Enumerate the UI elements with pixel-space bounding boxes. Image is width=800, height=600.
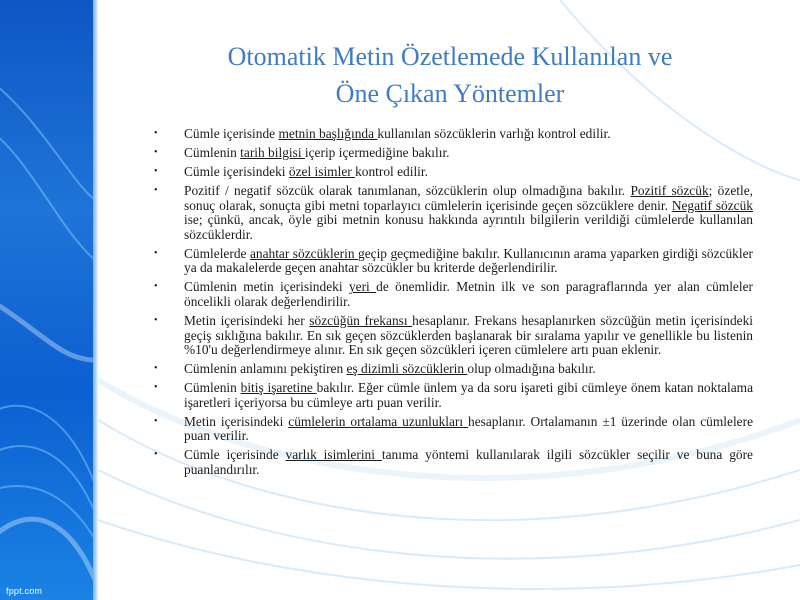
bullet-item bbox=[150, 146, 753, 161]
bullet-text: Cümle içerisinde bbox=[184, 447, 286, 463]
bullet-list bbox=[150, 127, 753, 482]
bullet-dot-icon: • bbox=[154, 449, 158, 461]
bullet-text: Cümle içerisinde bbox=[184, 126, 279, 141]
bullet-dot-icon: • bbox=[154, 128, 158, 139]
bullet-item bbox=[150, 448, 753, 477]
bullet-text: Cümlenin anlamını pekiştiren bbox=[184, 361, 347, 377]
bullet-text: Cümle içerisindeki bbox=[184, 164, 289, 180]
underlined-term: tarih bilgisi bbox=[240, 145, 305, 161]
bullet-dot-icon: • bbox=[154, 315, 158, 327]
bullet-text: ise; çünkü, ancak, öyle gibi metnin konusu hakkında ayrıntılı bilgilerin verildiği cümlelerde kullanılan sözcüklerdir. bbox=[184, 212, 753, 242]
bullet-item bbox=[150, 127, 753, 142]
bullet-item bbox=[150, 362, 753, 377]
bullet-text: geçip geçmediğine bakılır. Kullanıcının arama yaparken girdiği sözcükler ya da makalelerde geçen anahtar sözcükler bu kriterde değerlendirilir. bbox=[184, 245, 753, 276]
bullet-text: bakılır. Eğer cümle ünlem ya da soru işareti gibi cümleye önem katan noktalama işaretleri içeriyorsa bu cümleye artı puan verilir. bbox=[184, 380, 754, 410]
bullet-text: olup olmadığına bakılır. bbox=[467, 361, 596, 377]
band-swirl-graphic bbox=[0, 0, 93, 600]
bullet-dot-icon: • bbox=[154, 281, 158, 293]
underlined-term: eş dizimli sözcüklerin bbox=[346, 361, 468, 377]
bullet-text: içerip içermediğine bakılır. bbox=[304, 145, 450, 161]
title-line-2: Öne Çıkan Yöntemler bbox=[335, 79, 565, 108]
bullet-dot-icon: • bbox=[154, 247, 158, 259]
bullet-dot-icon: • bbox=[154, 166, 158, 178]
bullet-dot-icon: • bbox=[154, 147, 158, 159]
bullet-text: Cümlelerde bbox=[184, 245, 250, 261]
underlined-term: cümlelerin ortalama uzunlukları bbox=[288, 413, 469, 429]
bullet-dot-icon: • bbox=[154, 185, 158, 197]
bullet-text: hesaplanır. Ortalamanın ±1 üzerinde olan cümlelere puan verilir. bbox=[184, 413, 754, 444]
bullet-dot-icon: • bbox=[154, 382, 158, 394]
slide-title bbox=[150, 38, 750, 112]
brand-watermark: fppt.com bbox=[6, 586, 43, 596]
bullet-item bbox=[150, 165, 753, 180]
bullet-text: tanıma yöntemi kullanılarak ilgili sözcükler seçilir ve buna göre puanlandırılır. bbox=[184, 447, 753, 477]
bullet-item bbox=[150, 415, 753, 444]
bullet-item bbox=[150, 381, 753, 410]
underlined-term: bitiş işaretine bbox=[240, 380, 317, 396]
underlined-term: anahtar sözcüklerin bbox=[249, 245, 358, 261]
bullet-text: Cümlenin bbox=[184, 380, 241, 396]
bullet-text: Metin içerisindeki bbox=[184, 413, 289, 429]
bullet-item bbox=[150, 314, 753, 358]
band-edge-highlight bbox=[93, 0, 98, 600]
bullet-text: hesaplanır. Frekans hesaplanırken sözcüğün metin içerisindeki geçiş sıklığına bakılır. En sık geçen sözcüklerden başlanarak bir sıralama yapılır ve genellikle bu listenin %10'u değerlendirmeye alınır. En sık geçen sözcükleri içeren cümlelere artı puan eklenir. bbox=[184, 313, 753, 358]
bullet-item bbox=[150, 184, 753, 242]
underlined-term: varlık isimlerini bbox=[285, 447, 382, 463]
underlined-term: sözcüğün frekansı bbox=[309, 313, 413, 329]
bullet-dot-icon: • bbox=[154, 415, 158, 427]
bullet-text: Pozitif / negatif sözcük olarak tanımlanan, sözcüklerin olup olmadığına bakılır. bbox=[184, 183, 631, 199]
title-line-1: Otomatik Metin Özetlemede Kullanılan ve bbox=[227, 42, 673, 71]
bullet-dot-icon: • bbox=[154, 363, 158, 375]
underlined-term: Negatif sözcük bbox=[671, 197, 754, 213]
underlined-term: özel isimler bbox=[288, 164, 356, 180]
bullet-text: Cümlenin bbox=[184, 145, 241, 161]
bullet-text: Metin içerisindeki her bbox=[184, 313, 310, 329]
bullet-text: Cümlenin metin içerisindeki bbox=[184, 279, 349, 295]
bullet-item bbox=[150, 247, 753, 276]
bullet-text: de önemlidir. Metnin ilk ve son paragraflarında yer alan cümleler öncelikli olarak değerlendirilir. bbox=[184, 279, 753, 309]
bullet-item bbox=[150, 280, 753, 309]
underlined-term: Pozitif sözcük bbox=[630, 183, 709, 199]
bullet-text: kontrol edilir. bbox=[355, 164, 428, 180]
underlined-term: metnin başlığında bbox=[278, 126, 378, 141]
bullet-text: ; özetle, sonuç olarak, sonuçta gibi metni toparlayıcı cümlelerin içerisinde geçen sözcüklere denir. bbox=[184, 183, 753, 213]
bullet-text: kullanılan sözcüklerin varlığı kontrol edilir. bbox=[377, 126, 611, 141]
underlined-term: yeri bbox=[348, 279, 377, 295]
left-decorative-band bbox=[0, 0, 93, 600]
